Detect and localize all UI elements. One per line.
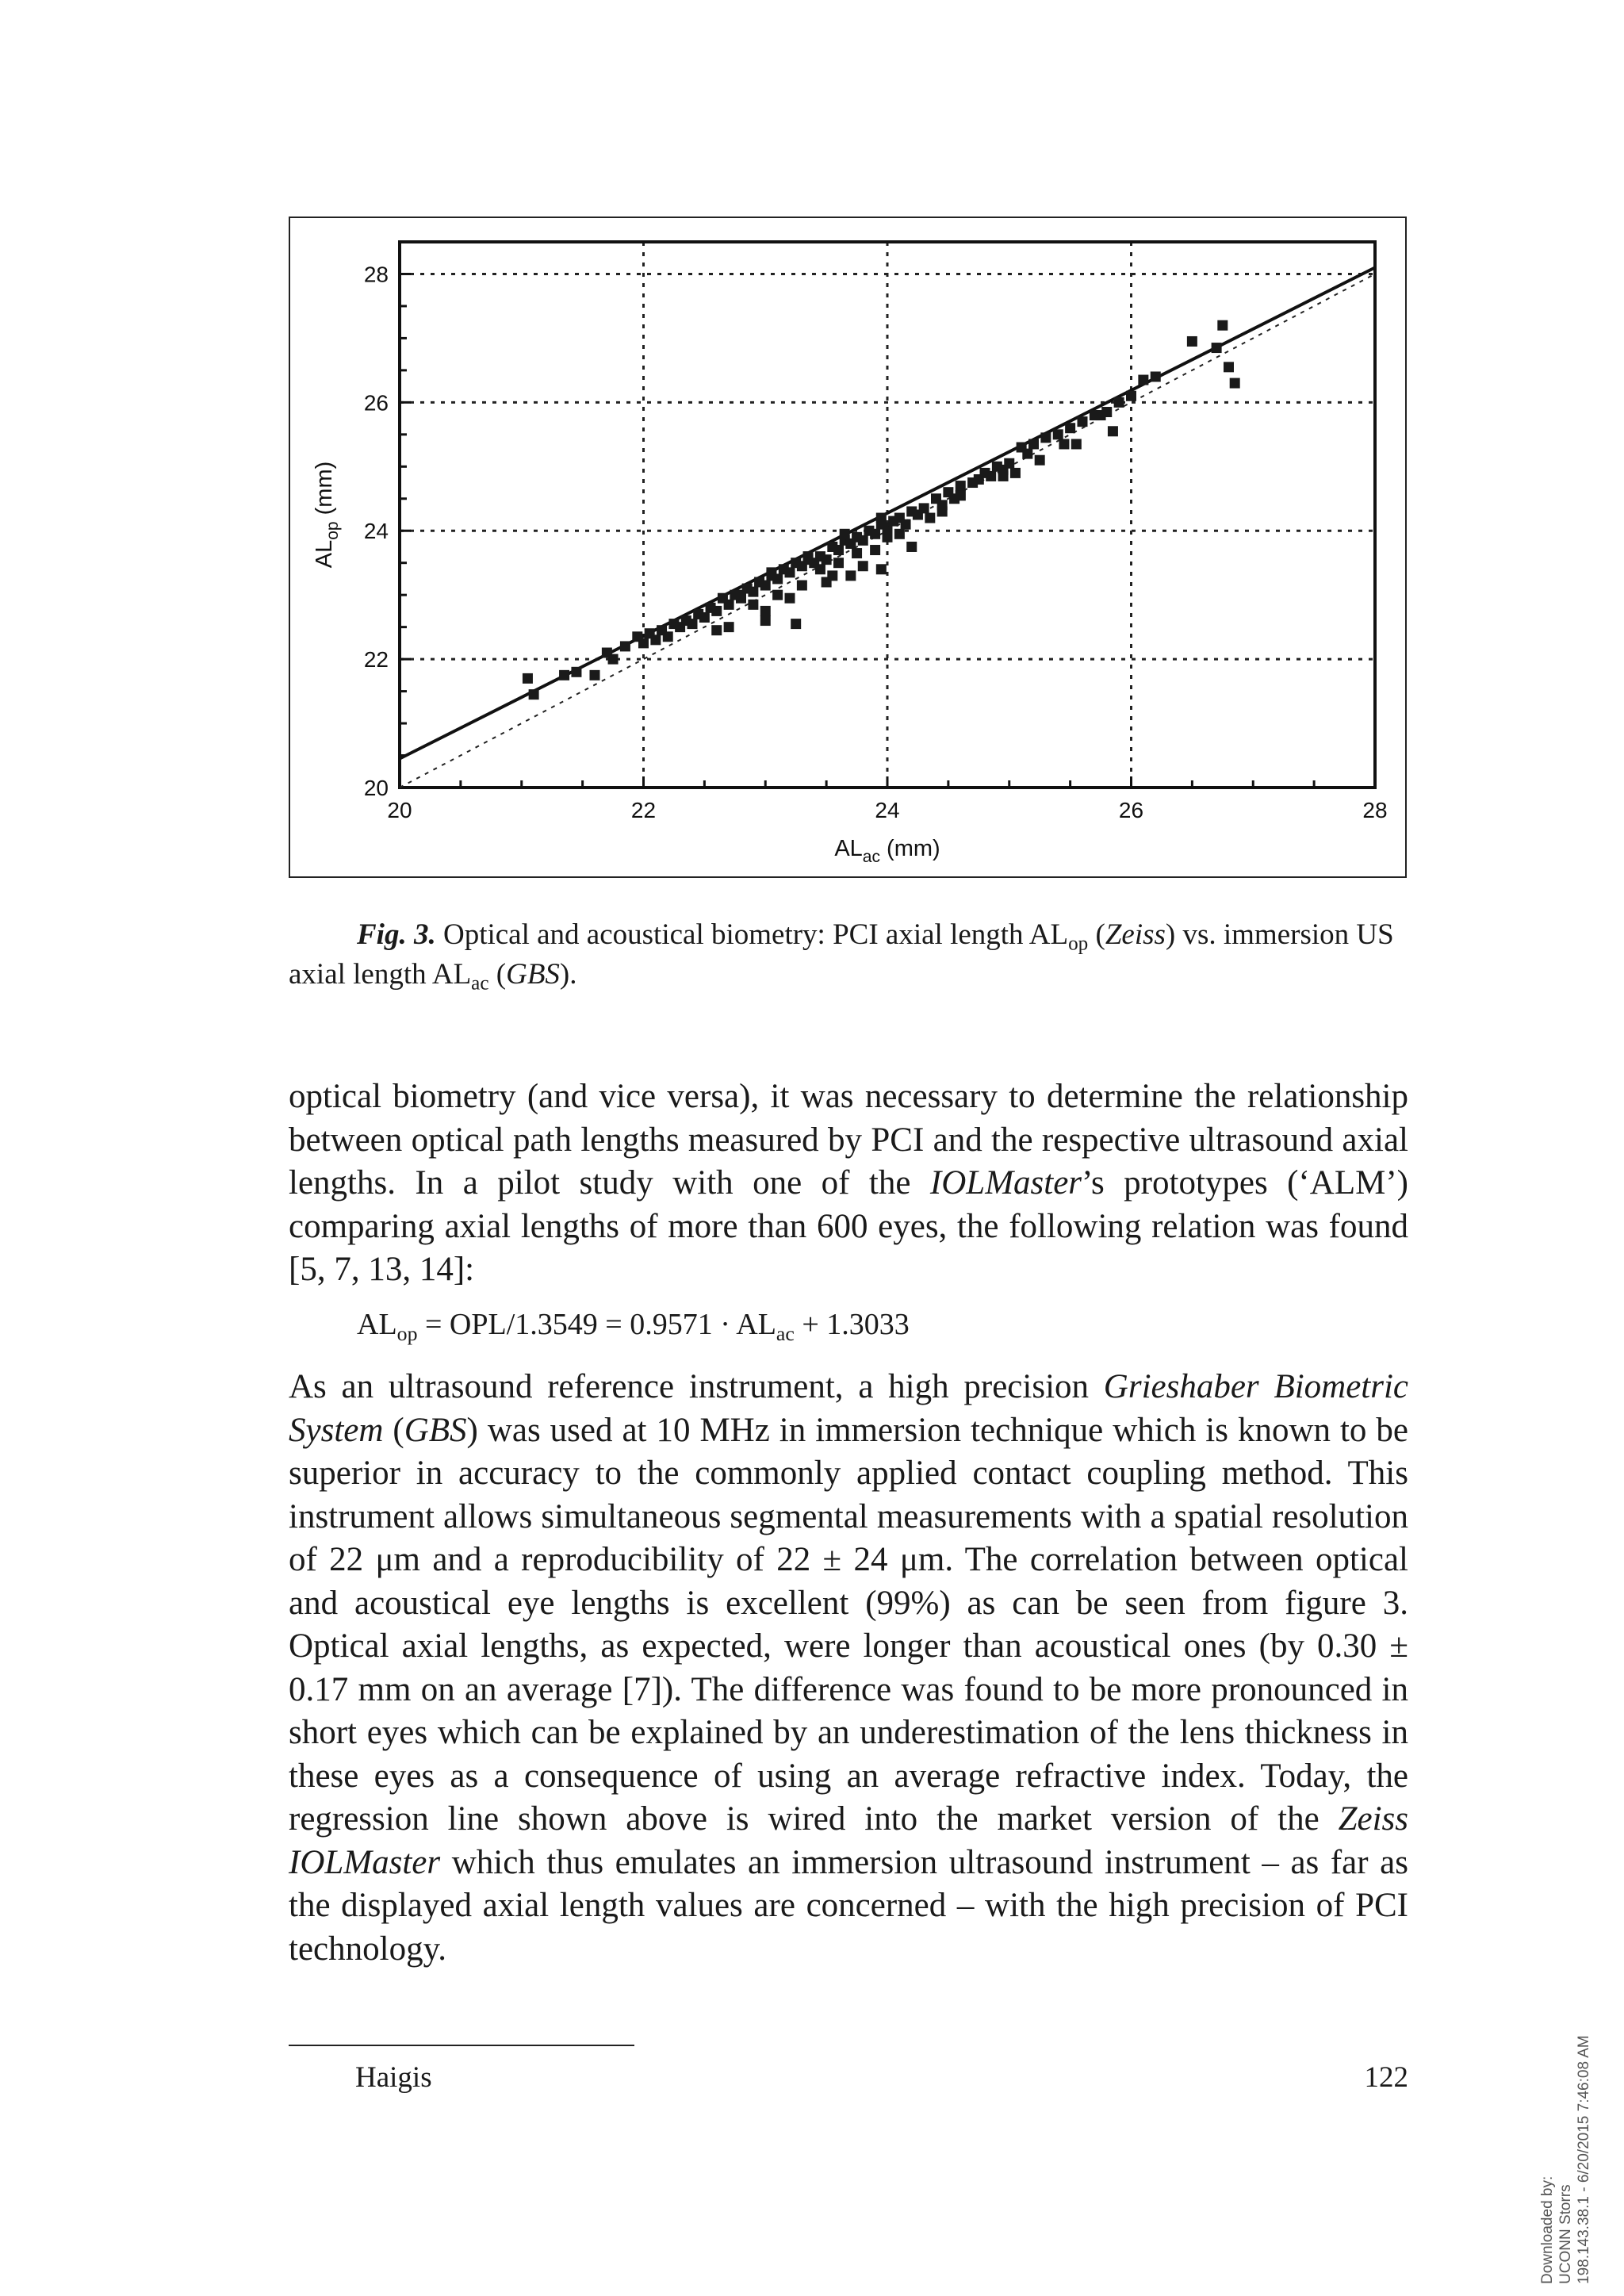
paragraph-em: GBS bbox=[404, 1411, 467, 1449]
data-point bbox=[1078, 416, 1088, 427]
data-point bbox=[571, 667, 581, 677]
paragraph-text: ’s prototypes (‘ALM’) comparing axial lengths of more than 600 eyes, the following relation was found [5, 7, 13, 14]: bbox=[289, 1164, 1408, 1288]
caption-text: Optical and acoustical biometry: PCI axial length AL bbox=[442, 918, 1069, 951]
paragraph-em: IOLMaster bbox=[929, 1164, 1082, 1202]
footer-author: Haigis bbox=[355, 2061, 432, 2094]
data-point bbox=[925, 513, 935, 523]
y-tick-label: 24 bbox=[363, 519, 389, 544]
data-point bbox=[913, 510, 923, 520]
paragraph-em: Zeiss IOLMaster bbox=[289, 1800, 1408, 1881]
data-point-outlier bbox=[845, 539, 856, 549]
page-number: 122 bbox=[1364, 2061, 1408, 2094]
data-point bbox=[1224, 362, 1234, 372]
caption-text: ) vs. immersion US axial length AL bbox=[289, 918, 1394, 991]
data-point bbox=[803, 551, 814, 562]
data-point bbox=[748, 587, 758, 597]
data-point bbox=[956, 481, 966, 491]
body-paragraph-2 bbox=[289, 1366, 1408, 1971]
footer-rule bbox=[289, 2045, 634, 2046]
data-point bbox=[699, 612, 710, 623]
paragraph-text: which thus emulates an immersion ultrasound instrument – as far as the displayed axial length values are concerned – with the high precision of PCI technology. bbox=[289, 1843, 1408, 1968]
data-point bbox=[791, 619, 801, 629]
figure-caption bbox=[289, 915, 1408, 995]
data-point-outlier bbox=[760, 615, 771, 626]
data-point-outlier bbox=[876, 564, 887, 574]
data-point bbox=[620, 641, 630, 651]
x-axis-label: $AL_{ac}$ (mm) bbox=[834, 836, 940, 866]
data-point bbox=[1230, 378, 1240, 389]
data-point bbox=[937, 506, 948, 516]
equation-text: AL bbox=[357, 1308, 397, 1341]
data-point bbox=[906, 542, 917, 552]
data-point bbox=[1217, 320, 1228, 331]
data-point bbox=[1053, 429, 1063, 439]
caption-text: ). bbox=[559, 958, 577, 991]
x-tick-label: 24 bbox=[875, 798, 900, 822]
data-point bbox=[845, 570, 856, 581]
data-point-outlier bbox=[956, 490, 966, 500]
data-point bbox=[785, 593, 795, 604]
caption-text: ( bbox=[1095, 918, 1105, 951]
data-point bbox=[760, 581, 771, 591]
data-point bbox=[1212, 343, 1222, 353]
data-point bbox=[1151, 371, 1161, 381]
data-point bbox=[858, 535, 868, 546]
data-point bbox=[1126, 391, 1136, 401]
data-point-outlier bbox=[998, 465, 1009, 475]
data-point bbox=[1028, 439, 1039, 449]
data-point bbox=[736, 590, 746, 600]
data-point bbox=[1035, 455, 1045, 466]
figure-frame bbox=[289, 217, 1407, 878]
equation-text: = OPL/1.3549 = 0.9571 · AL bbox=[417, 1308, 776, 1341]
caption-em: Zeiss bbox=[1105, 918, 1166, 951]
caption-label: Fig. 3. bbox=[357, 918, 436, 951]
data-point bbox=[833, 545, 844, 555]
x-tick-label: 26 bbox=[1118, 798, 1144, 822]
data-point bbox=[650, 634, 661, 645]
body-paragraph-1 bbox=[289, 1075, 1408, 1292]
download-note-line: 198.143.38.1 - 6/20/2015 7:46:08 AM bbox=[1576, 2035, 1592, 2284]
data-point bbox=[559, 670, 569, 680]
scatter-plot bbox=[290, 218, 1405, 876]
data-point bbox=[797, 581, 807, 591]
data-point bbox=[711, 625, 722, 635]
equation-sub: op bbox=[396, 1321, 418, 1345]
x-tick-label: 28 bbox=[1362, 798, 1388, 822]
data-point bbox=[870, 545, 880, 555]
data-point bbox=[1114, 397, 1124, 408]
data-point bbox=[852, 548, 862, 558]
data-point bbox=[1096, 410, 1106, 420]
data-point bbox=[711, 606, 722, 616]
data-point bbox=[1059, 439, 1069, 449]
caption-em: GBS bbox=[506, 958, 560, 991]
data-point bbox=[876, 513, 887, 523]
data-point bbox=[1022, 449, 1032, 459]
data-point bbox=[1187, 336, 1197, 347]
data-point bbox=[608, 654, 619, 665]
data-point bbox=[1065, 423, 1075, 433]
data-point bbox=[822, 554, 832, 565]
x-tick-label: 22 bbox=[630, 798, 657, 822]
data-point bbox=[833, 558, 844, 568]
caption-sub-op: op bbox=[1068, 933, 1089, 955]
data-point bbox=[724, 600, 734, 610]
data-point bbox=[1040, 432, 1051, 443]
data-point bbox=[523, 673, 533, 684]
caption-text: ( bbox=[496, 958, 507, 991]
download-note bbox=[1538, 2035, 1593, 2284]
paragraph-em: Grieshaber Biometric System bbox=[289, 1368, 1409, 1449]
data-point bbox=[1138, 375, 1148, 385]
equation-text: + 1.3033 bbox=[794, 1308, 910, 1341]
data-point bbox=[870, 529, 880, 539]
paragraph-text: As an ultrasound reference instrument, a high precision bbox=[289, 1368, 1104, 1405]
y-tick-label: 28 bbox=[363, 262, 389, 287]
y-tick-label: 20 bbox=[363, 776, 389, 800]
regression-line bbox=[400, 267, 1375, 758]
data-point bbox=[760, 606, 771, 616]
data-point bbox=[638, 638, 649, 648]
equation-sub: ac bbox=[776, 1321, 795, 1345]
data-point bbox=[724, 622, 734, 632]
data-point bbox=[840, 529, 850, 539]
data-point bbox=[883, 532, 893, 542]
data-point bbox=[815, 564, 825, 574]
y-tick-label: 26 bbox=[363, 390, 389, 416]
data-point bbox=[785, 567, 795, 577]
data-point bbox=[894, 529, 905, 539]
data-point-outlier bbox=[827, 570, 837, 581]
paragraph-text: ) was used at 10 MHz in immersion technique which is known to be superior in accuracy to the commonly applied contact coupling method. This instrument allows simultaneous segmental measurements with a spatial resolution of 22 μm and a reproducibility of 22 ± 24 μm. The correlation between optical and acoustical eye lengths is excellent (99%) as can be seen from figure 3. Optical axial lengths, as expected, were longer than acoustical ones (by 0.30 ± 0.17 mm on an average [7]). The difference was found to be more pronounced in short eyes which can be explained by an underestimation of the lens thickness in these eyes as a consequence of using an average refractive index. Today, the regression line shown above is wired into the market version of the bbox=[289, 1411, 1408, 1838]
data-point bbox=[772, 590, 783, 600]
data-point bbox=[901, 519, 911, 530]
download-note-line: UCONN Storrs bbox=[1557, 2184, 1574, 2284]
data-point bbox=[1071, 439, 1082, 449]
data-point bbox=[766, 567, 776, 577]
download-note-line: Downloaded by: bbox=[1539, 2175, 1556, 2284]
y-axis-label: $AL_{op}$ (mm) bbox=[312, 461, 342, 569]
data-point bbox=[688, 619, 698, 629]
y-tick-label: 22 bbox=[363, 647, 389, 673]
paragraph-text: optical biometry (and vice versa), it was necessary to determine the relationship between optical path lengths measured by PCI and the respective ultrasound axial lengths. In a pilot study with one of the bbox=[289, 1078, 1408, 1202]
caption-sub-ac: ac bbox=[471, 972, 489, 995]
data-point bbox=[986, 471, 996, 481]
data-point bbox=[663, 631, 673, 642]
paragraph-text: ( bbox=[383, 1411, 404, 1449]
data-point bbox=[748, 600, 758, 610]
data-point bbox=[1010, 468, 1021, 478]
data-point bbox=[1108, 426, 1118, 436]
data-point bbox=[858, 561, 868, 571]
data-point bbox=[529, 689, 539, 700]
data-point bbox=[590, 670, 600, 680]
equation bbox=[357, 1307, 910, 1345]
x-tick-label: 20 bbox=[387, 798, 412, 822]
